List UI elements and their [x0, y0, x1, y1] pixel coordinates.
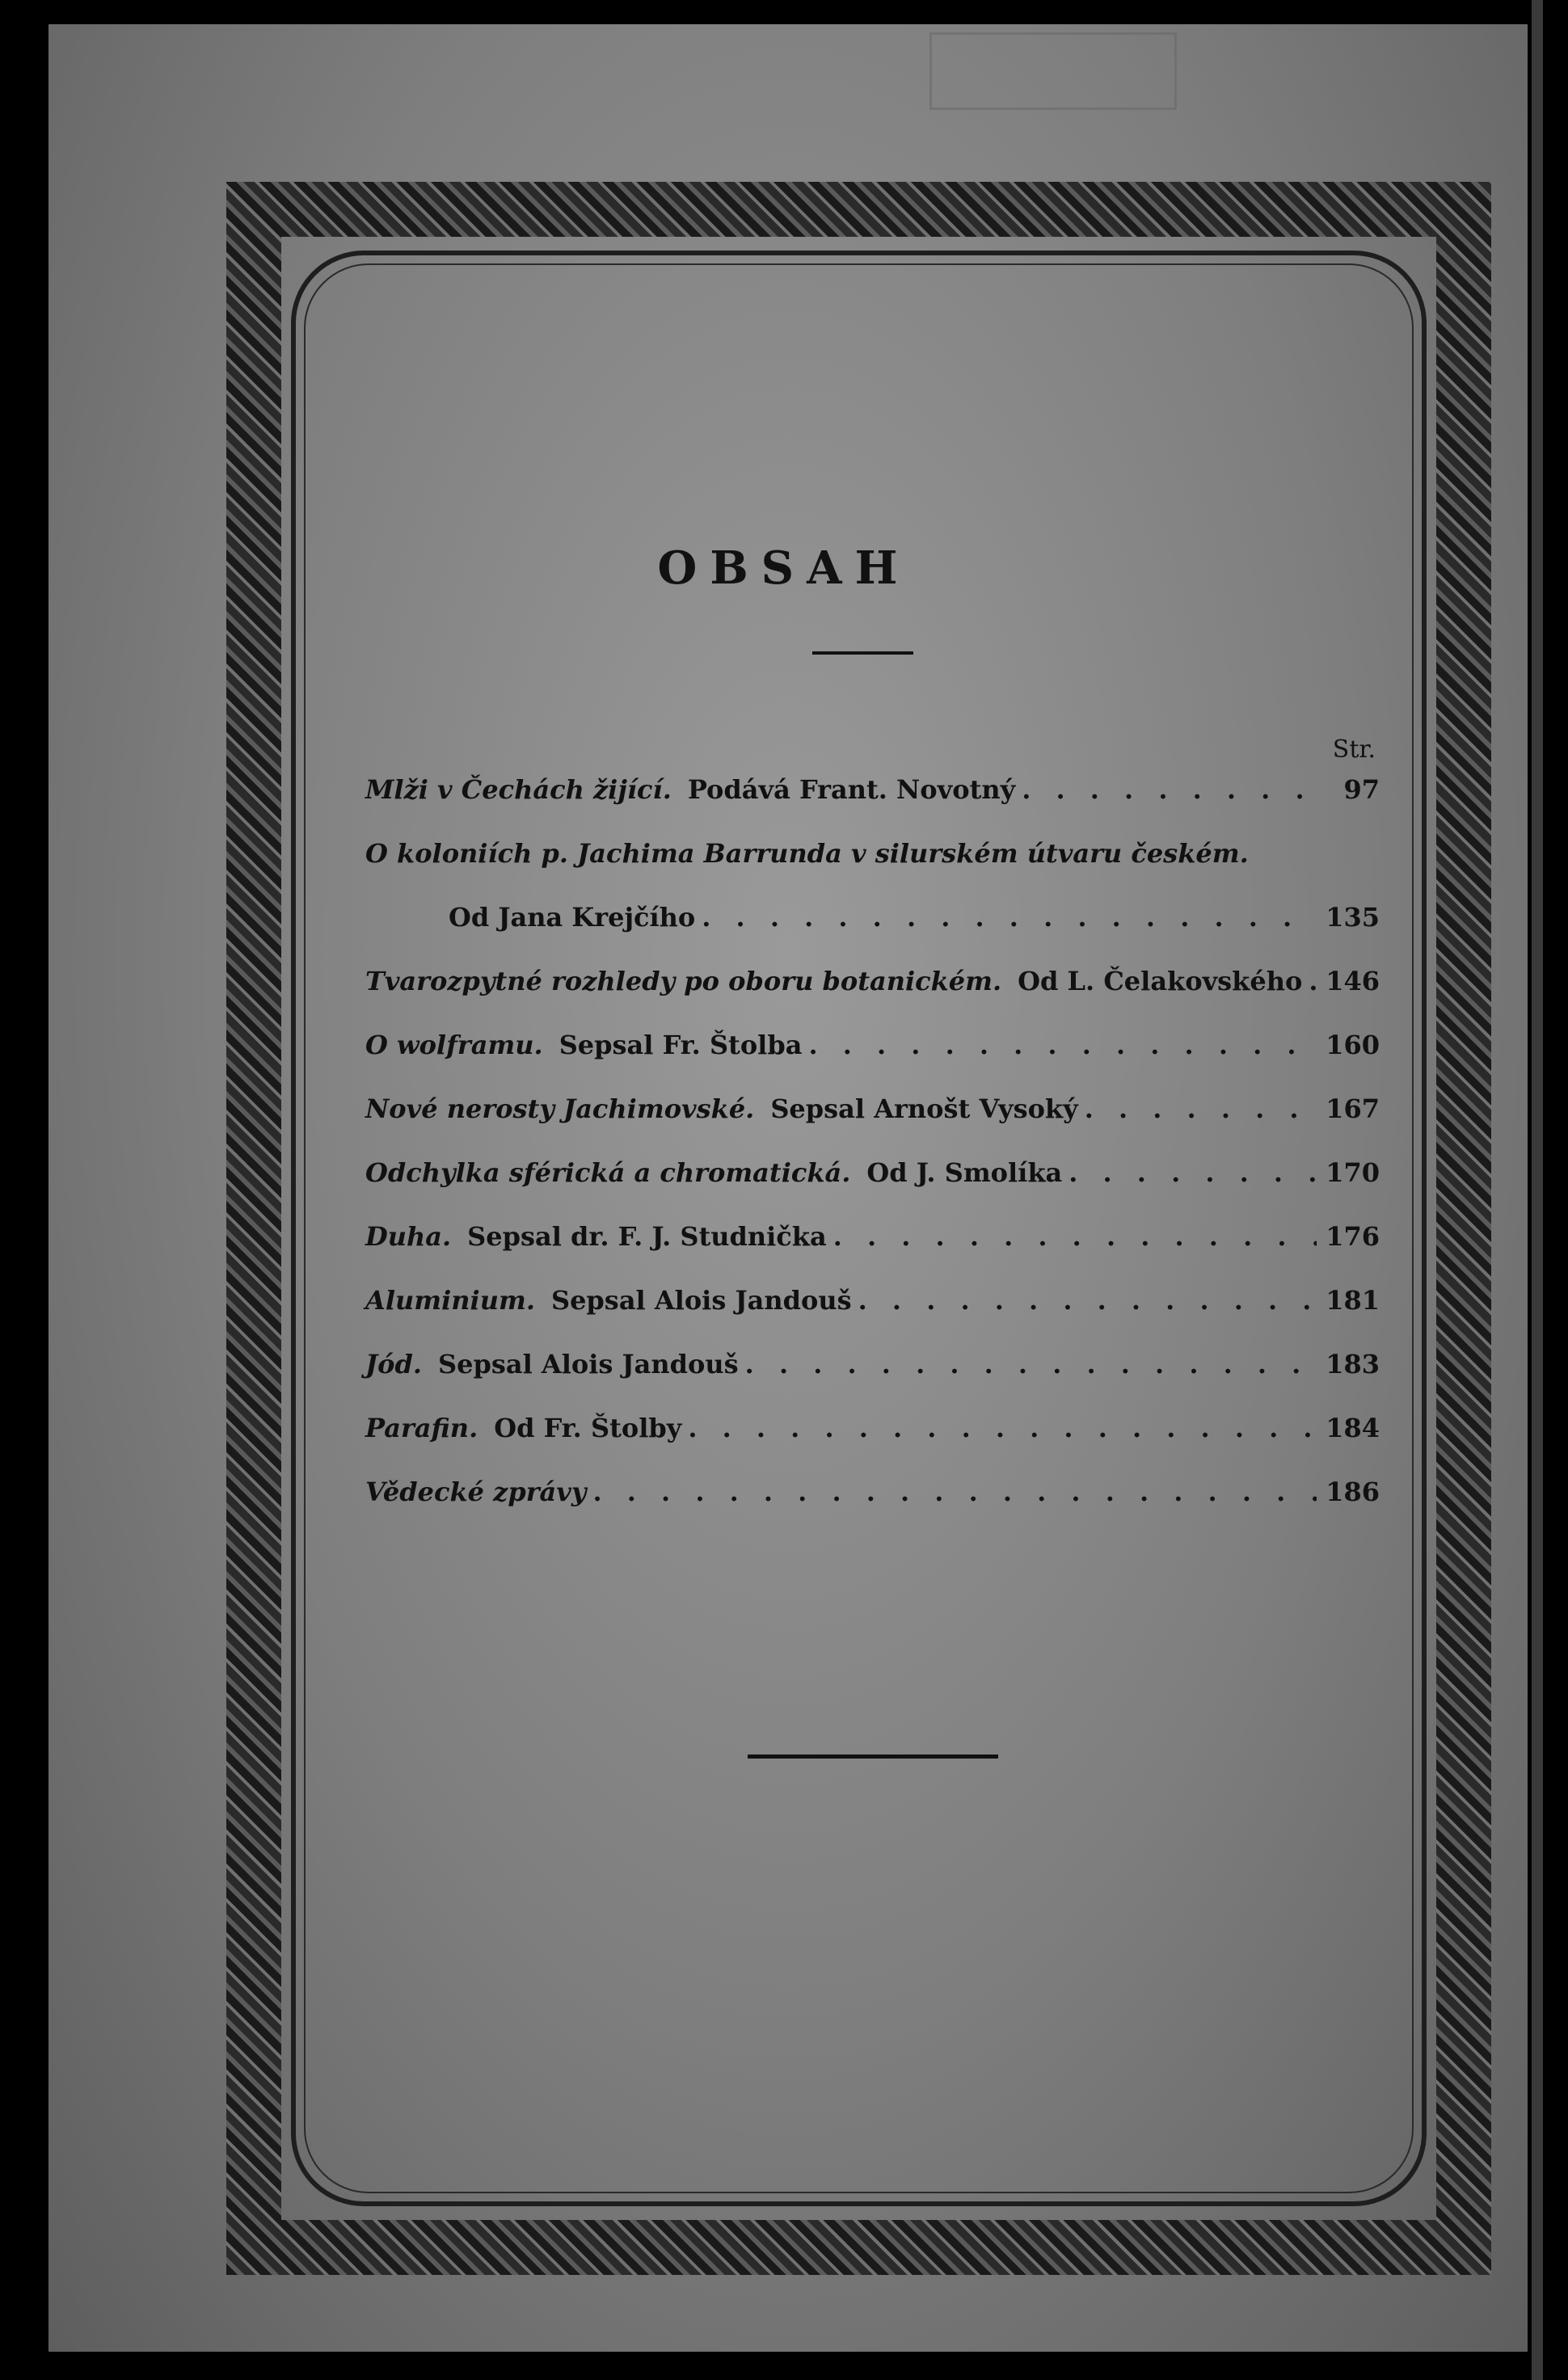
entry-page: 176 — [1326, 1221, 1380, 1252]
entry-author: Sepsal Fr. Štolba — [558, 1030, 803, 1060]
dot-leader — [592, 1476, 1317, 1507]
entry-page: 146 — [1326, 966, 1380, 996]
entry-author: Od J. Smolíka — [866, 1157, 1063, 1188]
entry-page: 181 — [1326, 1285, 1380, 1316]
entry-title: Duha. — [365, 1221, 452, 1252]
entry-author: Podává Frant. Novotný — [687, 774, 1016, 805]
toc-entry[interactable] — [365, 1221, 1380, 1258]
entry-title: Aluminium. — [365, 1285, 535, 1316]
entry-title: Jód. — [365, 1349, 422, 1380]
entry-page: 183 — [1326, 1349, 1380, 1380]
entry-author: Sepsal Alois Jandouš — [550, 1285, 852, 1316]
toc-entry[interactable] — [365, 966, 1380, 1003]
entry-title: Parafin. — [365, 1413, 478, 1443]
page-column-label: Str. — [1332, 735, 1376, 764]
entry-author: Od L. Čelakovského — [1018, 966, 1303, 996]
dot-leader — [1022, 774, 1317, 805]
entry-author: Sepsal Arnošt Vysoký — [770, 1093, 1078, 1124]
title-rule — [812, 651, 913, 655]
dot-leader — [688, 1413, 1317, 1443]
entry-page: 167 — [1326, 1093, 1380, 1124]
toc-entry[interactable] — [365, 1349, 1380, 1386]
dot-leader — [833, 1221, 1317, 1252]
closing-rule — [748, 1754, 998, 1759]
entry-page: 170 — [1326, 1157, 1380, 1188]
entry-title: O koloniích p. Jachima Barrunda v silurském útvaru českém. — [365, 838, 1249, 869]
entry-page: 135 — [1326, 902, 1380, 933]
entry-title: Odchylka sférická a chromatická. — [365, 1157, 851, 1188]
toc-entry[interactable] — [365, 838, 1380, 875]
dot-leader — [1085, 1093, 1317, 1124]
entry-author: Od Fr. Štolby — [494, 1413, 682, 1443]
toc-entry-continuation[interactable] — [449, 902, 1380, 939]
toc-entry[interactable] — [365, 1413, 1380, 1450]
library-stamp — [929, 32, 1177, 110]
toc-entry[interactable] — [365, 1093, 1380, 1131]
dot-leader — [745, 1349, 1317, 1380]
dot-leader — [1309, 966, 1317, 996]
entry-title: Tvarozpytné rozhledy po oboru botanickém. — [365, 966, 1002, 996]
entry-page: 160 — [1326, 1030, 1380, 1060]
toc-entry[interactable] — [365, 1285, 1380, 1322]
toc-entry[interactable] — [365, 1030, 1380, 1067]
entry-page: 97 — [1343, 774, 1380, 805]
contents-title: OBSAH — [657, 541, 911, 595]
dot-leader — [702, 902, 1317, 933]
dot-leader — [1069, 1157, 1317, 1188]
entry-title: Mlži v Čechách žijící. — [365, 774, 672, 805]
entry-page: 184 — [1326, 1413, 1380, 1443]
dot-leader — [808, 1030, 1317, 1060]
entry-author: Od Jana Krejčího — [449, 902, 696, 933]
entry-author: Sepsal dr. F. J. Studnička — [467, 1221, 827, 1252]
dot-leader — [858, 1285, 1317, 1316]
toc-entry[interactable] — [365, 1476, 1380, 1514]
toc-entry[interactable] — [365, 774, 1380, 811]
entry-title: Nové nerosty Jachimovské. — [365, 1093, 755, 1124]
entry-title: Vědecké zprávy — [365, 1476, 587, 1507]
entry-author: Sepsal Alois Jandouš — [438, 1349, 739, 1380]
entry-title: O wolframu. — [365, 1030, 543, 1060]
page-edge-shadow — [1532, 0, 1543, 2380]
toc-entry[interactable] — [365, 1157, 1380, 1194]
entry-page: 186 — [1326, 1476, 1380, 1507]
